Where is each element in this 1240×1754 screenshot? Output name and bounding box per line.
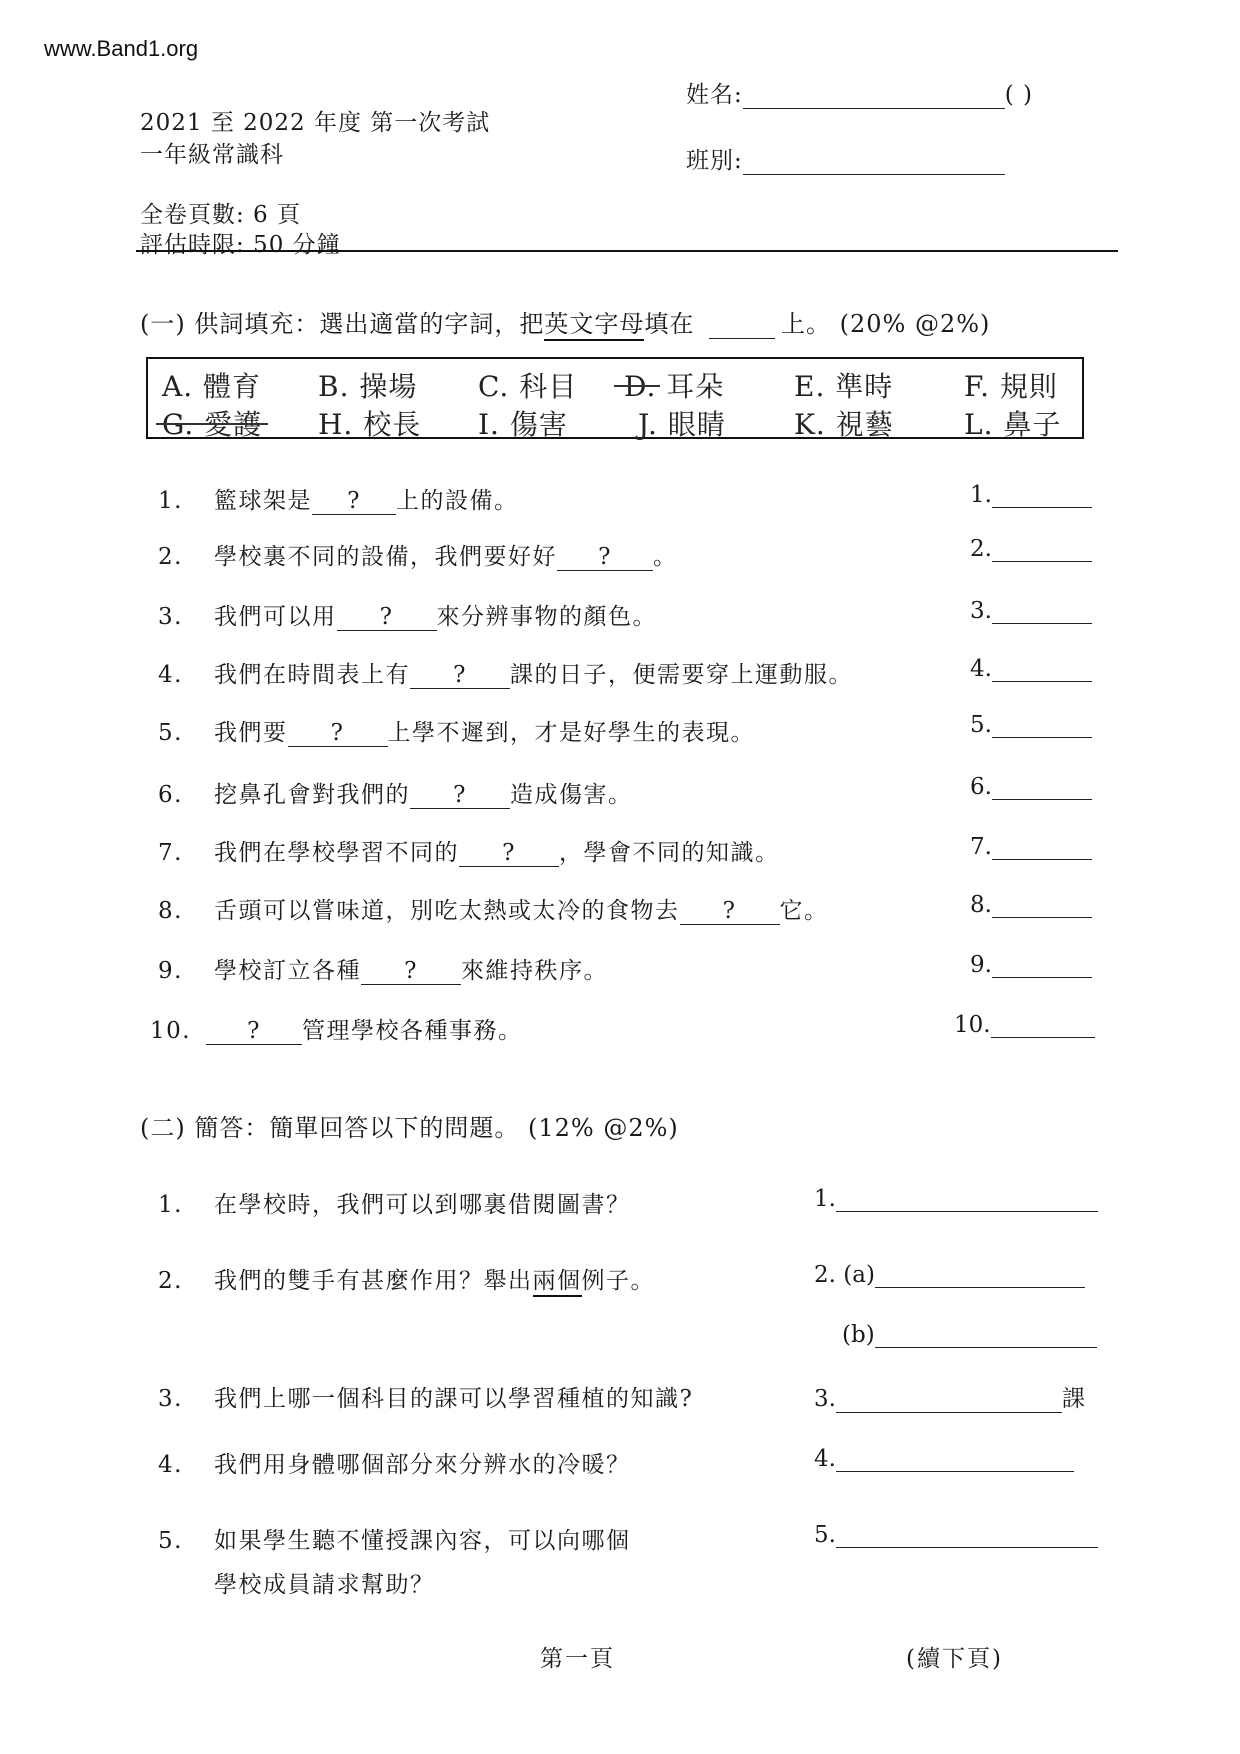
class-label: 班別: [686,148,743,174]
s2-q2-emphasis: 兩個 [533,1268,582,1297]
word-l: L. 鼻子 [964,408,1062,441]
class-line[interactable] [743,150,1005,175]
word-b: B. 操場 [318,370,418,403]
s1-answer-10: 10. [954,1012,1095,1038]
s1-q7-blank: ? [459,841,559,867]
s1-q5-blank: ? [288,721,388,747]
section1-title [140,304,990,339]
s1-question-2: 2. 學校裏不同的設備，我們要好好 ? 。 [158,544,678,570]
s1-q3-blank: ? [337,605,437,631]
name-field-row [686,76,1033,109]
s1-answer-5: 5. [970,712,1092,738]
section1-title-blank [709,318,775,339]
s1-answer-6: 6. [970,774,1092,800]
s1-question-7: 7. 我們在學校學習不同的 ? ，學會不同的知識。 [158,840,780,866]
word-d-label: D. 耳朵 [624,370,725,403]
word-j: J. 眼睛 [638,408,726,441]
word-i: I. 傷害 [478,408,568,441]
s1-answer-2: 2. [970,536,1092,562]
s2-answer-4-line[interactable] [836,1449,1074,1472]
s1-question-9: 9. 學校訂立各種 ? 來維持秩序。 [158,958,608,984]
s1-answer-8: 8. [970,892,1092,918]
s2-answer-1-line[interactable] [836,1189,1098,1212]
word-g-strike [156,423,268,425]
s2-question-4: 4. 我們用身體哪個部分來分辨水的冷暖？ [158,1452,631,1478]
word-d [624,365,724,405]
s2-answer-2a: 2. (a) [814,1262,1085,1288]
section1-title-post: 上。 (20% @2%) [781,310,991,338]
s2-question-2: 2. 我們的雙手有甚麼作用？舉出兩個例子。 [158,1262,655,1295]
s1-answer-9-line[interactable] [992,955,1092,978]
s1-answer-1-line[interactable] [992,485,1092,508]
s1-answer-7-line[interactable] [992,837,1092,860]
word-bank-box [146,357,1084,439]
s1-question-4: 4. 我們在時間表上有 ? 課的日子，便需要穿上運動服。 [158,662,853,688]
s1-q4-blank: ? [410,663,510,689]
class-number-paren: ( ) [1004,82,1034,108]
s1-q8-blank: ? [680,899,780,925]
s1-question-1: 1. 籃球架是 ? 上的設備。 [158,488,519,514]
section2-title: (二) 簡答：簡單回答以下的問題。 (12% @2%) [140,1114,679,1142]
s2-question-3: 3. 我們上哪一個科目的課可以學習種植的知識? [158,1386,694,1412]
section1-title-mid: 填在 [644,310,695,338]
header-rule [136,250,1118,252]
name-label: 姓名: [686,82,743,108]
s1-answer-7: 7. [970,834,1092,860]
s2-answer-3: 3. 課 [814,1386,1085,1412]
s2-question-1: 1. 在學校時，我們可以到哪裏借閱圖書？ [158,1192,631,1218]
s1-q6-blank: ? [410,783,510,809]
continue-note: (續下頁) [906,1646,1003,1672]
s2-answer-1: 1. [814,1186,1098,1212]
s2-answer-5-line[interactable] [836,1525,1098,1548]
word-a: A. 體育 [162,370,262,403]
s1-question-5: 5. 我們要 ? 上學不遲到，才是好學生的表現。 [158,720,755,746]
s1-answer-2-line[interactable] [992,539,1092,562]
s1-answer-3: 3. [970,598,1092,624]
s2-answer-2b: (b) [842,1322,1097,1348]
s2-question-5-line2: 學校成員請求幫助？ [214,1572,435,1598]
exam-title: 2021 至 2022 年度 第一次考試 [140,110,491,136]
s1-answer-6-line[interactable] [992,777,1092,800]
s2-answer-2a-line[interactable] [875,1265,1085,1288]
s2-answer-4: 4. [814,1446,1074,1472]
s1-answer-5-line[interactable] [992,715,1092,738]
s1-answer-4: 4. [970,656,1092,682]
word-f: F. 規則 [964,370,1058,403]
s1-answer-1: 1. [970,482,1092,508]
total-pages: 全卷頁數: 6 頁 [140,202,302,228]
word-k: K. 視藝 [794,408,894,441]
s1-q10-blank: ? [206,1019,302,1045]
section1-title-em: 英文字母 [544,310,644,341]
s1-q2-blank: ? [557,545,653,571]
s1-answer-8-line[interactable] [992,895,1092,918]
name-line[interactable] [743,84,1005,109]
s2-answer-3-line[interactable] [836,1390,1062,1413]
s2-answer-3-suffix: 課 [1061,1386,1085,1412]
s1-question-3: 3. 我們可以用 ? 來分辨事物的顏色。 [158,604,657,630]
s1-answer-9: 9. [970,952,1092,978]
word-g-label: G. 愛護 [162,408,263,441]
s1-answer-4-line[interactable] [992,659,1092,682]
word-h: H. 校長 [318,408,422,441]
s2-question-5: 5. 如果學生聽不懂授課內容，可以向哪個 [158,1528,631,1554]
s1-q9-blank: ? [361,959,461,985]
s1-question-6: 6. 挖鼻孔會對我們的 ? 造成傷害。 [158,782,633,808]
word-c: C. 科目 [478,370,578,403]
word-g [162,403,262,443]
s1-question-10: 10. ? 管理學校各種事務。 [150,1018,523,1044]
s2-answer-2b-line[interactable] [875,1325,1097,1348]
class-field-row [686,142,1005,175]
word-d-strike [614,385,660,387]
page-number: 第一頁 [540,1646,615,1672]
s2-answer-5: 5. [814,1522,1098,1548]
site-watermark: www.Band1.org [44,36,199,61]
s1-q1-blank: ? [312,489,396,515]
s1-answer-3-line[interactable] [992,601,1092,624]
section1-title-pre: (一) 供詞填充：選出適當的字詞，把 [140,310,545,338]
s1-answer-10-line[interactable] [991,1015,1095,1038]
word-e: E. 準時 [794,370,894,403]
time-limit: 評估時限: 50 分鐘 [140,232,341,258]
s1-question-8: 8. 舌頭可以嘗味道，別吃太熱或太冷的食物去 ? 它。 [158,898,829,924]
subject-title: 一年級常識科 [140,142,284,168]
